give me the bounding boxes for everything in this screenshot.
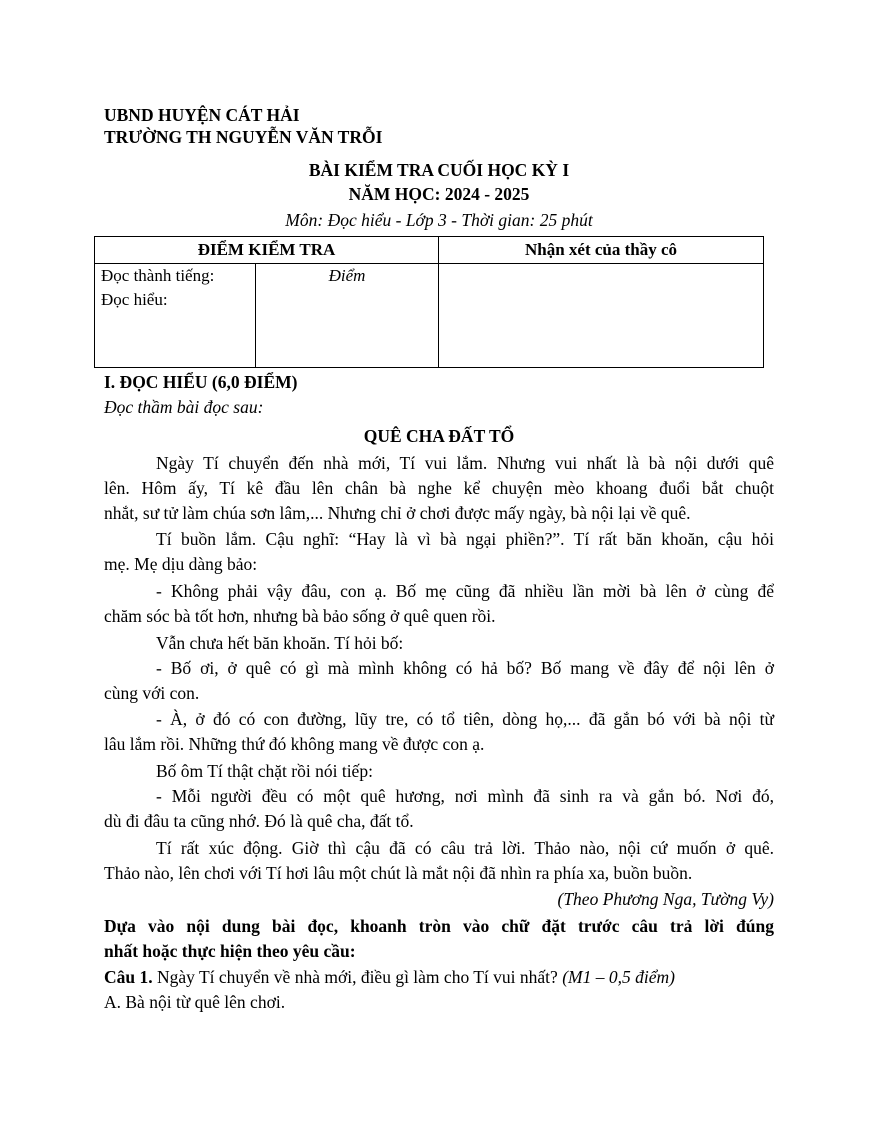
- task-instruction-line-1: Dựa vào nội dung bài đọc, khoanh tròn vào chữ đặt trước câu trả lời đúng: [104, 916, 774, 936]
- score-labels-cell: [95, 264, 256, 368]
- story-line: nhắt, sư tử làm chúa sơn lâm,... Nhưng chỉ ở chơi được mấy ngày, bà nội lại về quê.: [104, 503, 691, 523]
- district-name: UBND HUYỆN CÁT HẢI: [104, 105, 300, 125]
- story-line: - Bố ơi, ở quê có gì mà mình không có hả bố? Bố mang về đây để nội lên ở: [156, 658, 774, 678]
- story-line: - Không phải vậy đâu, con ạ. Bố mẹ cũng đã nhiều lần mời bà lên ở cùng để: [156, 581, 774, 601]
- story-line: - À, ở đó có con đường, lũy tre, có tổ tiên, dòng họ,... đã gắn bó với bà nội từ: [156, 709, 774, 729]
- question-1-option-a: A. Bà nội từ quê lên chơi.: [104, 992, 286, 1012]
- story-line: Vẫn chưa hết băn khoăn. Tí hỏi bố:: [156, 633, 404, 653]
- score-cell: [256, 264, 439, 368]
- story-title: QUÊ CHA ĐẤT TỔ: [363, 426, 515, 446]
- story-line: Thảo nào, lên chơi với Tí hơi lâu một chút là mắt nội đã nhìn ra phía xa, buồn buồn.: [104, 863, 693, 883]
- grade-header: ĐIỂM KIỂM TRA: [95, 237, 439, 264]
- story-line: cùng với con.: [104, 683, 200, 703]
- school-year: NĂM HỌC: 2024 - 2025: [348, 184, 530, 204]
- score-label: Điểm: [328, 266, 366, 285]
- comment-header: Nhận xét của thầy cô: [439, 237, 764, 264]
- story-source: (Theo Phương Nga, Tường Vy): [557, 889, 774, 909]
- story-line: Ngày Tí chuyển đến nhà mới, Tí vui lắm. Nhưng vui nhất là bà nội dưới quê: [156, 453, 774, 473]
- reading-aloud-label: Đọc thành tiếng:: [101, 266, 215, 285]
- question-1-points: (M1 – 0,5 điểm): [562, 967, 675, 987]
- story-line: lâu lắm rồi. Những thứ đó không mang về được con ạ.: [104, 734, 485, 754]
- reading-comprehension-label: Đọc hiểu:: [101, 290, 168, 309]
- story-line: Tí rất xúc động. Giờ thì cậu đã có câu trả lời. Thảo nào, nội cứ muốn ở quê.: [156, 838, 774, 858]
- question-1-label: Câu 1.: [104, 967, 153, 987]
- exam-title: BÀI KIỂM TRA CUỐI HỌC KỲ I: [308, 160, 570, 180]
- question-1-text: Ngày Tí chuyển về nhà mới, điều gì làm cho Tí vui nhất?: [152, 967, 563, 987]
- story-line: Tí buồn lắm. Cậu nghĩ: “Hay là vì bà ngại phiền?”. Tí rất băn khoăn, cậu hỏi: [156, 529, 774, 549]
- question-1: [104, 965, 774, 989]
- story-line: mẹ. Mẹ dịu dàng bảo:: [104, 554, 258, 574]
- comment-cell: [439, 264, 764, 368]
- reading-instruction: Đọc thầm bài đọc sau:: [104, 397, 264, 417]
- story-line: chăm sóc bà tốt hơn, nhưng bà bảo sống ở quê quen rồi.: [104, 606, 496, 626]
- subject-line: Môn: Đọc hiểu - Lớp 3 - Thời gian: 25 phút: [285, 210, 593, 230]
- school-name: TRƯỜNG TH NGUYỄN VĂN TRỖI: [104, 127, 383, 147]
- story-line: lên. Hôm ấy, Tí kê đầu lên chân bà nghe kể chuyện mèo khoang đuổi bắt chuột: [104, 478, 774, 498]
- story-line: dù đi đâu ta cũng nhớ. Đó là quê cha, đất tổ.: [104, 811, 414, 831]
- grade-table: [94, 236, 764, 368]
- story-line: - Mỗi người đều có một quê hương, nơi mình đã sinh ra và gắn bó. Nơi đó,: [156, 786, 774, 806]
- section-title: I. ĐỌC HIỂU (6,0 ĐIỂM): [104, 372, 298, 392]
- story-line: Bố ôm Tí thật chặt rồi nói tiếp:: [156, 761, 373, 781]
- task-instruction-line-2: nhất hoặc thực hiện theo yêu cầu:: [104, 941, 356, 961]
